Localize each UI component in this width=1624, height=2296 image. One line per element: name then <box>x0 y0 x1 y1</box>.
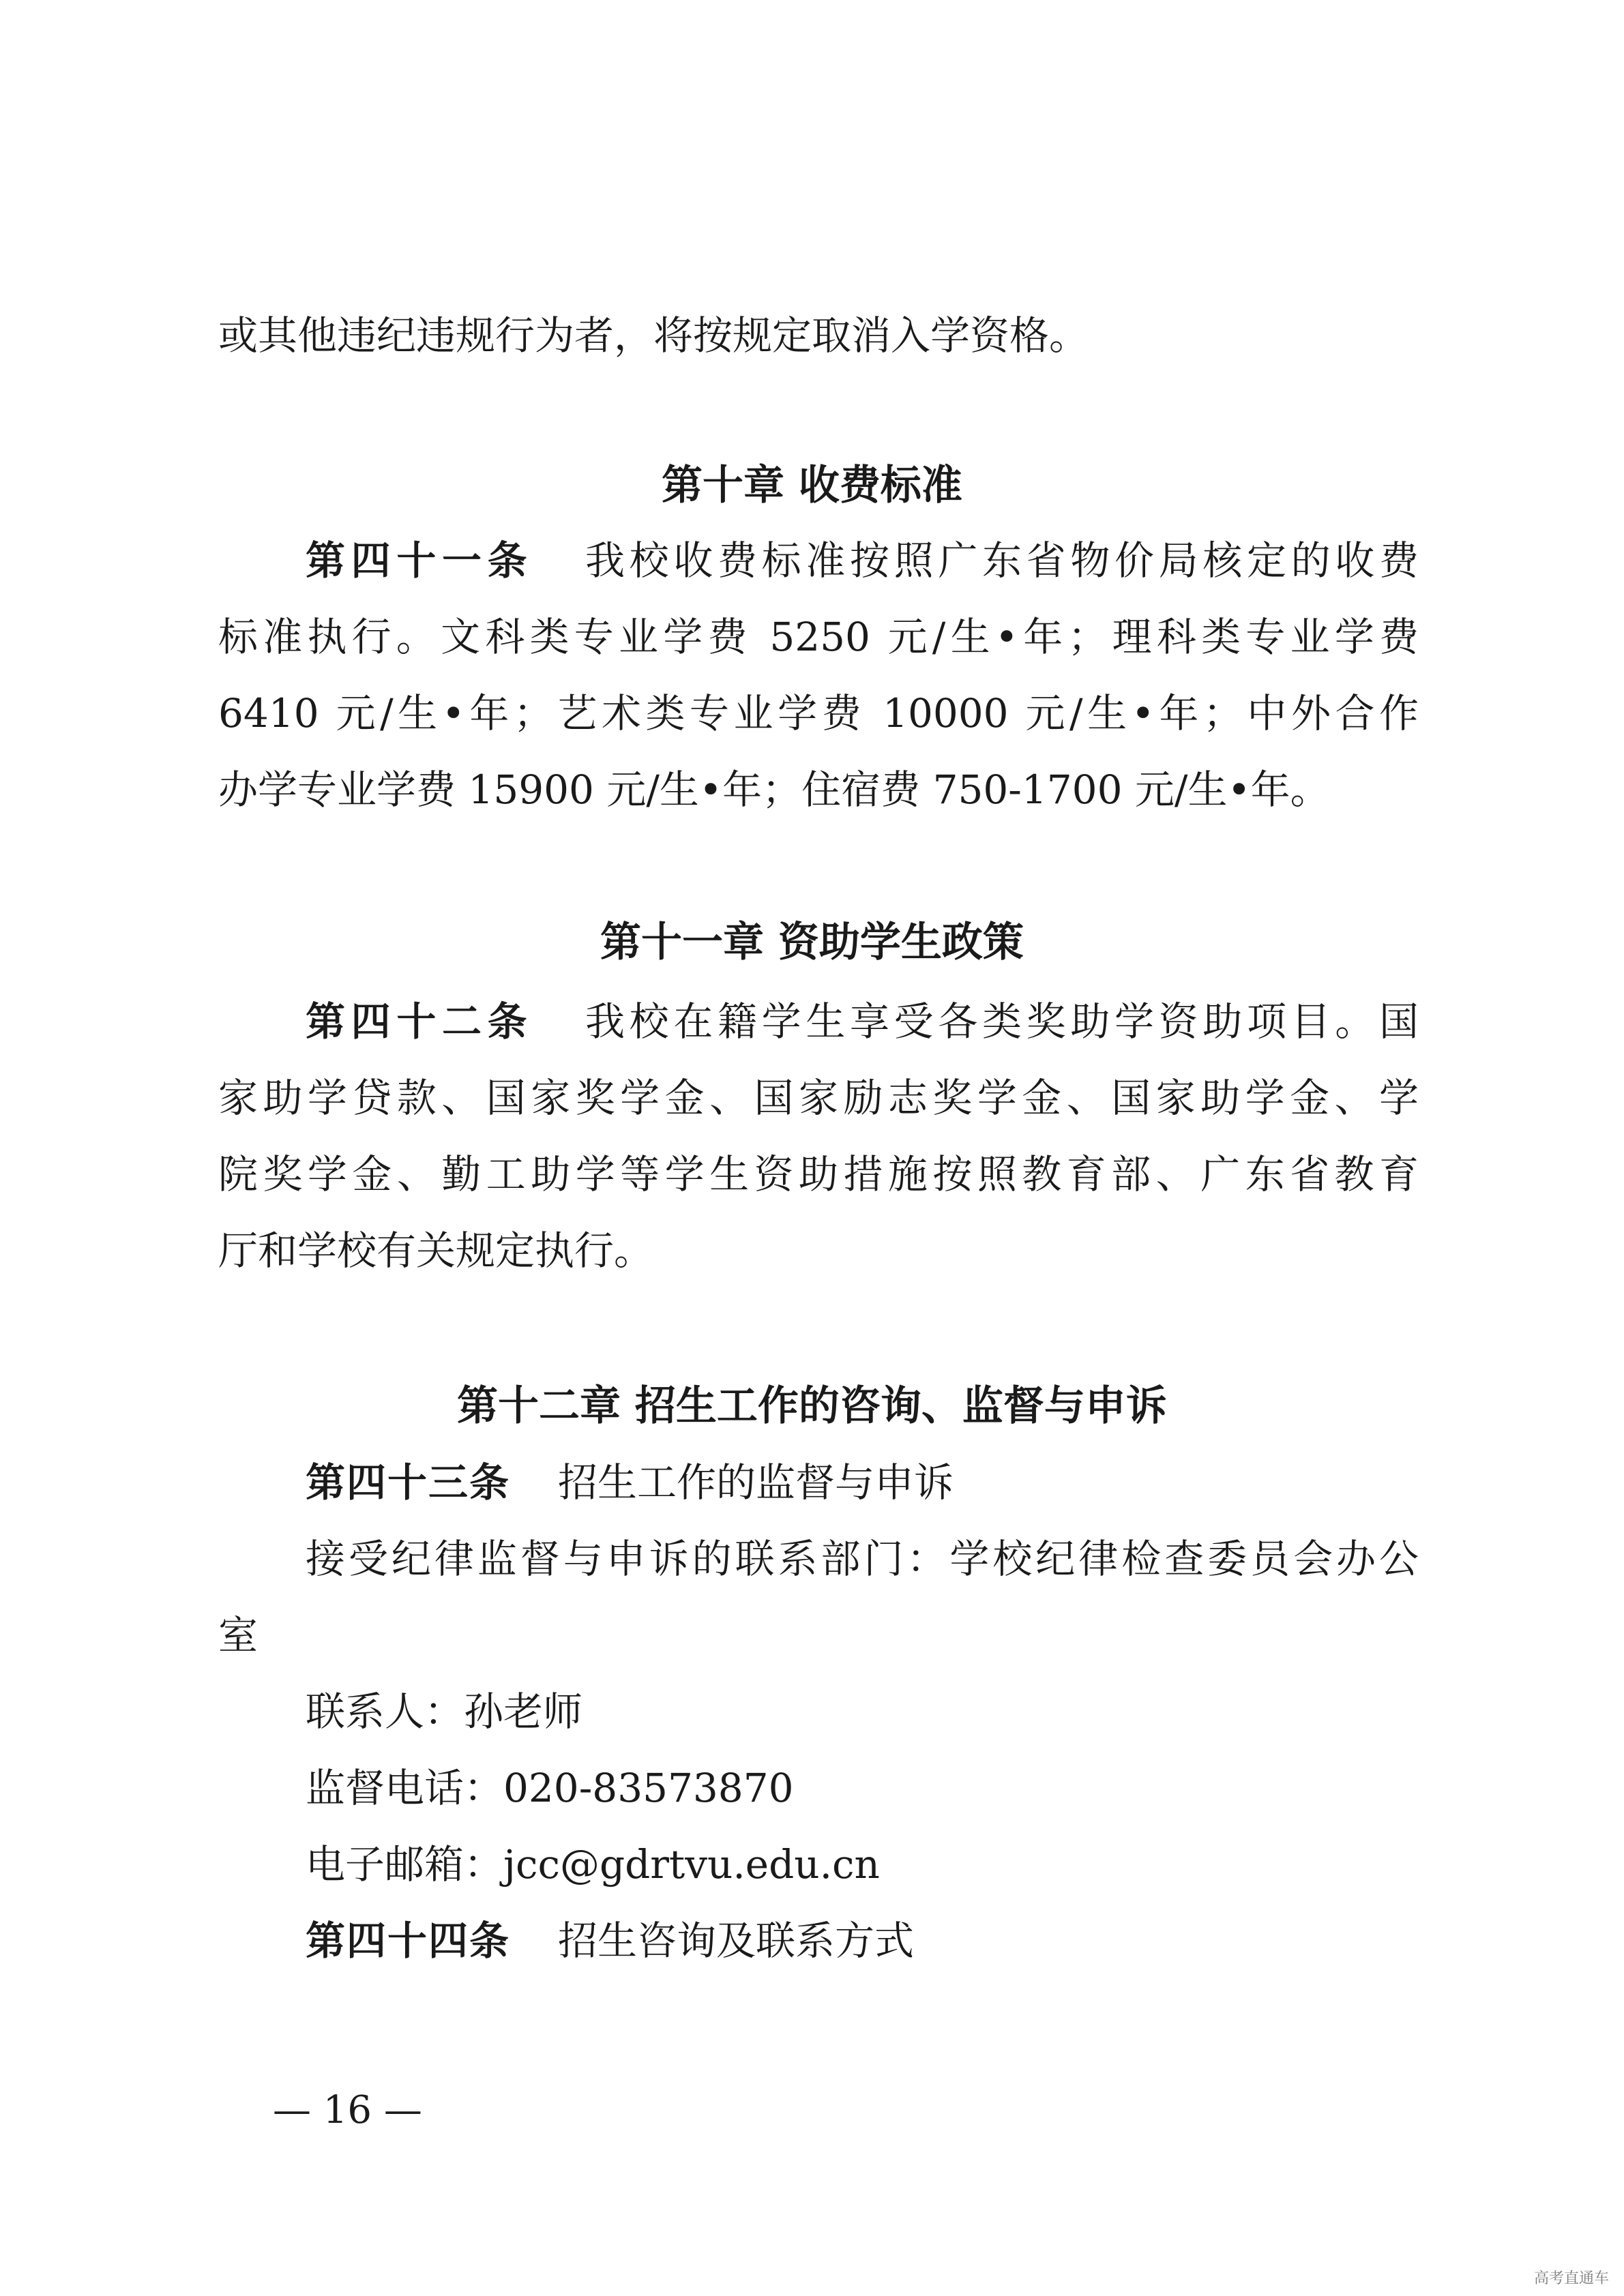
chapter-heading: 第十二章 招生工作的咨询、监督与申诉 <box>457 1382 1167 1430</box>
article-first-line <box>306 533 1419 588</box>
paragraph-line: 办学专业学费 15900 元/生•年；住宿费 750-1700 元/生•年。 <box>218 766 1330 813</box>
contact-person: 联系人：孙老师 <box>306 1688 583 1735</box>
article-label: 第四十一条 <box>306 537 533 584</box>
article-label: 第四十三条 <box>306 1459 511 1506</box>
article-first-line <box>306 1913 1419 1968</box>
article-label: 第四十二条 <box>306 998 533 1045</box>
paragraph-line: 6410 元/生•年；艺术类专业学费 10000 元/生•年；中外合作 <box>218 690 1419 736</box>
paragraph-line: 接受纪律监督与申诉的联系部门：学校纪律检查委员会办公 <box>306 1536 1419 1582</box>
paragraph-line: 院奖学金、勤工助学等学生资助措施按照教育部、广东省教育 <box>218 1151 1419 1197</box>
watermark: 高考直通车 <box>1533 2270 1609 2287</box>
paragraph-line: 或其他违纪违规行为者，将按规定取消入学资格。 <box>218 312 1089 359</box>
contact-phone: 监督电话：020-83573870 <box>306 1765 794 1811</box>
paragraph-line: 室 <box>218 1612 259 1658</box>
article-label: 第四十四条 <box>306 1918 511 1964</box>
article-text: 我校在籍学生享受各类奖助学资助项目。国 <box>580 998 1419 1045</box>
article-first-line <box>306 994 1419 1049</box>
chapter-heading: 第十章 收费标准 <box>662 462 962 509</box>
article-text: 招生咨询及联系方式 <box>558 1918 915 1964</box>
chapter-heading: 第十一章 资助学生政策 <box>600 919 1024 966</box>
article-text: 招生工作的监督与申诉 <box>558 1459 954 1506</box>
article-first-line <box>306 1455 1419 1510</box>
page-number: — 16 — <box>273 2088 422 2132</box>
contact-email: 电子邮箱：jcc@gdrtvu.edu.cn <box>306 1841 880 1888</box>
paragraph-line: 家助学贷款、国家奖学金、国家励志奖学金、国家助学金、学 <box>218 1075 1419 1121</box>
article-text: 我校收费标准按照广东省物价局核定的收费 <box>580 537 1419 584</box>
paragraph-line: 标准执行。文科类专业学费 5250 元/生•年；理科类专业学费 <box>218 614 1419 660</box>
paragraph-line: 厅和学校有关规定执行。 <box>218 1227 654 1274</box>
